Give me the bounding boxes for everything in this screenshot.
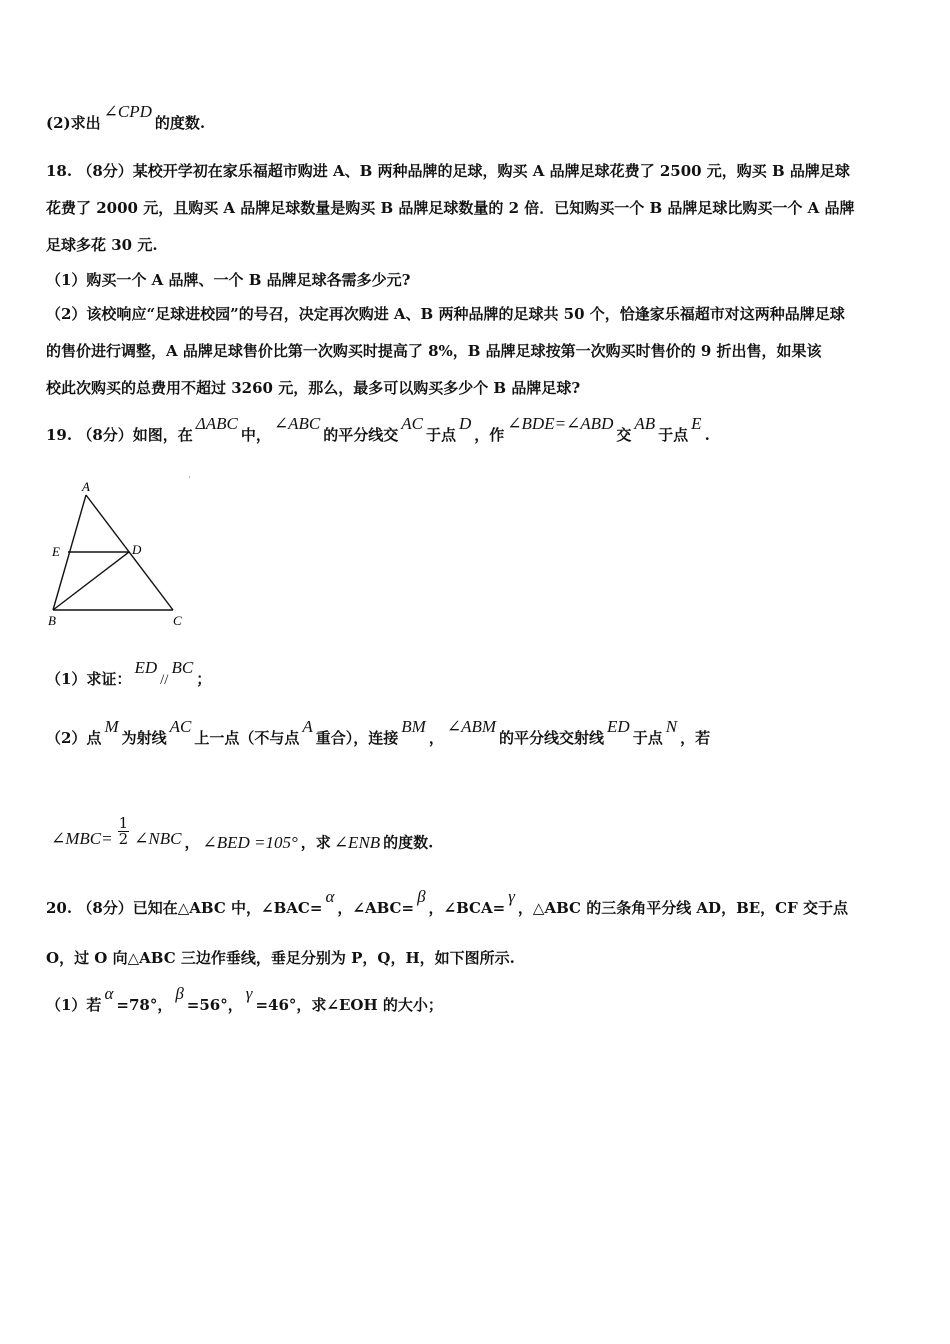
q19-sub1-ed: ED bbox=[134, 658, 158, 677]
q19-sub2-t3: 上一点（不与点 bbox=[194, 729, 300, 747]
q18-sub2-line2: 的售价进行调整，A 品牌足球售价比第一次购买时提高了 8%，B 品牌足球按第一次购买时售价的 9 折出售，如果该 bbox=[46, 342, 822, 360]
q18-line3: 足球多花 30 元. bbox=[46, 236, 158, 254]
q19-sub2-t5: ， bbox=[428, 729, 444, 747]
q19-t4: 于点 bbox=[425, 426, 456, 444]
q20-sub1-t4: =46°，求∠EOH 的大小； bbox=[255, 996, 443, 1014]
cond-t3: 的度数. bbox=[383, 833, 434, 852]
q19-sub2-ac: AC bbox=[169, 717, 192, 736]
q19-sub2-a: A bbox=[302, 717, 313, 736]
fraction-denominator: 2 bbox=[118, 830, 129, 848]
q18-sub2-line1: （2）该校响应“足球进校园”的号召，决定再次购进 A、B 两种品牌的足球共 50 个，恰逢家乐福超市对这两种品牌足球 bbox=[46, 305, 845, 323]
q19-sub2-bm: BM bbox=[401, 717, 426, 736]
q19-angle-eq: ∠BDE=∠ABD bbox=[507, 414, 614, 433]
q19-sub1-bc: BC bbox=[171, 658, 194, 677]
q20-sub1-alpha: α bbox=[104, 984, 114, 1003]
q19-sub2-n: N bbox=[665, 717, 678, 736]
q19-sub2-t2: 为射线 bbox=[121, 729, 167, 747]
q19-sub2-t4: 重合），连接 bbox=[315, 729, 399, 747]
q19-triangle-figure bbox=[40, 475, 200, 635]
edge-bd bbox=[53, 552, 129, 610]
q18-line2: 花费了 2000 元，且购买 A 品牌足球数量是购买 B 品牌足球数量的 2 倍．已知购买一个 B 品牌足球比购买一个 A 品牌 bbox=[46, 199, 855, 217]
cond-angle-enb: ∠ENB bbox=[333, 832, 381, 852]
q19-seg-ac: AC bbox=[401, 414, 423, 433]
q19-t1: 19. （8分）如图，在 bbox=[46, 426, 193, 444]
q19-sub1-suffix: ； bbox=[196, 670, 212, 688]
q20-sub1-beta: β bbox=[175, 984, 184, 1003]
q19-seg-ab: AB bbox=[634, 414, 656, 433]
parallel-symbol: // bbox=[160, 672, 169, 688]
fraction-numerator: 1 bbox=[118, 814, 129, 832]
q19-point-d: D bbox=[459, 414, 472, 433]
q20-sub1-t2: =78°， bbox=[116, 996, 173, 1014]
q18-sub1: （1）购买一个 A 品牌、一个 B 品牌足球各需多少元? bbox=[46, 271, 411, 289]
q19-sub2-ed: ED bbox=[607, 717, 630, 736]
q19-stem bbox=[46, 414, 710, 445]
cond-t2: ，求 bbox=[300, 833, 331, 852]
q18-sub2-line3: 校此次购买的总费用不超过 3260 元，那么，最多可以购买多少个 B 品牌足球? bbox=[46, 379, 581, 397]
cond-t1: ， bbox=[184, 833, 200, 852]
q18-line1: 18. （8分）某校开学初在家乐福超市购进 A、B 两种品牌的足球，购买 A 品牌足球花费了 2500 元，购买 B 品牌足球 bbox=[46, 162, 850, 180]
q20-sub1-t3: =56°， bbox=[186, 996, 243, 1014]
q20-line2: O，过 O 向△ABC 三边作垂线，垂足分别为 P，Q，H，如下图所示. bbox=[46, 949, 515, 967]
q19-sub2-t8: ，若 bbox=[680, 729, 711, 747]
q19-t8: . bbox=[704, 426, 710, 444]
q19-sub2-t7: 于点 bbox=[632, 729, 663, 747]
q19-triangle-abc: ΔABC bbox=[195, 414, 238, 433]
q19-sub2-angle-abm: ∠ABM bbox=[446, 717, 497, 736]
q19-point-e: E bbox=[691, 414, 702, 433]
q17-part2 bbox=[46, 102, 206, 133]
q20-sub1-gamma: γ bbox=[245, 984, 253, 1003]
q20-beta: β bbox=[417, 887, 426, 906]
label-b: B bbox=[48, 613, 56, 628]
q19-sub2-t1: （2）点 bbox=[46, 729, 102, 747]
q17-angle-cpd: ∠CPD bbox=[103, 102, 152, 121]
q20-t4: ，△ABC 的三条角平分线 AD，BE，CF 交于点 bbox=[517, 899, 848, 917]
fraction-one-half bbox=[118, 816, 130, 847]
q19-sub1-prefix: （1）求证： bbox=[46, 670, 132, 688]
q19-angle-abc: ∠ABC bbox=[273, 414, 321, 433]
q20-alpha: α bbox=[325, 887, 335, 906]
q20-t2: ，∠ABC= bbox=[337, 899, 415, 917]
q19-sub2 bbox=[46, 717, 711, 748]
q20-sub1 bbox=[46, 984, 443, 1015]
q19-sub2-t6: 的平分线交射线 bbox=[499, 729, 605, 747]
q17-part2-prefix: (2)求出 bbox=[46, 114, 101, 132]
q20-t1: 20. （8分）已知在△ABC 中，∠BAC= bbox=[46, 899, 323, 917]
q20-gamma: γ bbox=[508, 887, 515, 906]
q19-t6: 交 bbox=[616, 426, 632, 444]
label-a: A bbox=[82, 479, 90, 494]
q20-line1 bbox=[46, 887, 848, 918]
q19-t5: ，作 bbox=[474, 426, 505, 444]
q17-part2-suffix: 的度数. bbox=[154, 114, 206, 132]
cond-angle-bed: ∠BED =105° bbox=[202, 832, 298, 852]
q19-condition bbox=[48, 814, 434, 859]
q19-t3: 的平分线交 bbox=[323, 426, 399, 444]
label-e: E bbox=[52, 544, 60, 559]
q20-t3: ，∠BCA= bbox=[428, 899, 506, 917]
q19-t2: 中， bbox=[240, 426, 271, 444]
cond-angle-mbc: ∠MBC= bbox=[51, 828, 113, 848]
q19-sub2-m: M bbox=[104, 717, 119, 736]
label-d: D bbox=[132, 542, 142, 557]
q20-sub1-t1: （1）若 bbox=[46, 996, 102, 1014]
label-c: C bbox=[173, 613, 182, 628]
q19-sub1 bbox=[46, 658, 212, 690]
cond-angle-nbc: ∠NBC bbox=[134, 828, 182, 848]
q19-t7: 于点 bbox=[658, 426, 689, 444]
